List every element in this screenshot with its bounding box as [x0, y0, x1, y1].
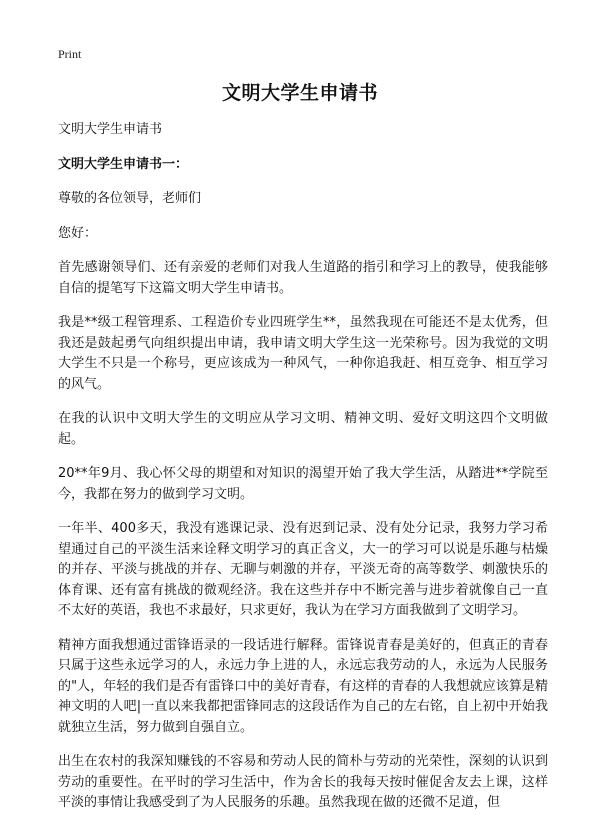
intro-heading: 文明大学生申请书: [58, 122, 163, 137]
greeting: 您好：: [58, 225, 98, 241]
print-link[interactable]: Print: [58, 47, 82, 61]
body-paragraph: 我是**级工程管理系、工程造价专业四班学生**，虽然我现在可能还不是太优秀，但我还是鼓起勇气向组织提出申请，我申请文明大学生这一光荣称号。因为我觉的文明大学生不只是一个称号，更应该成为一种风气，一种你追我赶、相互竞争、相互学习的风气。: [58, 315, 548, 392]
body-paragraph: 出生在农村的我深知赚钱的不容易和劳动人民的简朴与劳动的光荣性，深刻的认识到劳动的重要性。在平时的学习生活中，作为舍长的我每天按时催促舍友去上课，这样平淡的事情让我感受到了为人民服务的乐趣。虽然我现在做的还微不足道，但: [58, 754, 548, 810]
body-paragraph: 精神方面我想通过雷锋语录的一段话进行解释。雷锋说青春是美好的，但真正的青春只属于这些永远学习的人，永远力争上进的人，永远忘我劳动的人，永远为人民服务的"人，年轻的我们是否有雷锋口中的美好青春，有这样的青春的人我想就应该算是精神文明的人吧|一直以来我都把雷锋同志的这段话作为自己的左右铭，自上初中开始我就独立生活，努力做到自强自立。: [58, 637, 548, 735]
salutation: 尊敬的各位领导，老师们: [58, 191, 202, 206]
body-paragraph: 一年半、400多天，我没有逃课记录、没有迟到记录、没有处分记录，我努力学习希望通过自己的平淡生活来诠释文明学习的真正含义，大一的学习可以说是乐趣与枯燥的并存、平淡与挑战的并存、无聊与刺激的并存，平淡无奇的高等数学、刺激快乐的体育课、还有富有挑战的微观经济。我在这些并存中不断完善与进步着就像自己一直不太好的英语，我也不求最好，只求更好，我认为在学习方面我做到了文明学习。: [58, 521, 548, 618]
body-paragraph: 首先感谢领导们、还有亲爱的老师们对我人生道路的指引和学习上的教导，使我能够自信的提笔写下这篇文明大学生申请书。: [58, 260, 548, 296]
section-heading: 文明大学生申请书一：: [58, 156, 189, 172]
document-title: 文明大学生申请书: [221, 82, 378, 104]
body-paragraph: 20**年9月、我心怀父母的期望和对知识的渴望开始了我大学生活，从踏进**学院至今，我都在努力的做到学习文明。: [58, 466, 548, 502]
body-paragraph: 在我的认识中文明大学生的文明应从学习文明、精神文明、爱好文明这四个文明做起。: [58, 411, 548, 447]
document-body: [58, 120, 548, 828]
